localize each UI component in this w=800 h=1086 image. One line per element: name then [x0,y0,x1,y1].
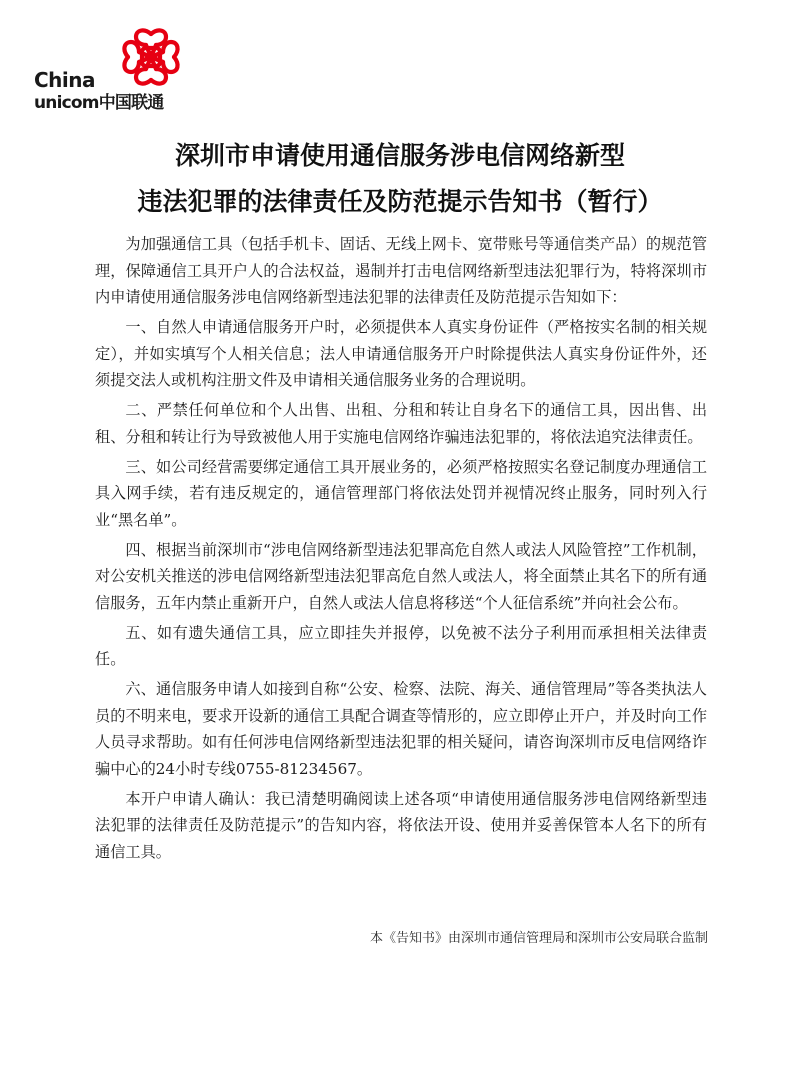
title-line-1: 深圳市申请使用通信服务涉电信网络新型 [174,141,625,170]
logo-wordmark-unicom: unicom中国联通 [34,93,164,113]
paragraph-confirmation: 本开户申请人确认：我已清楚明确阅读上述各项“申请使用通信服务涉电信网络新型违法犯罪的法律责任及防范提示”的告知内容，将依法开设、使用并妥善保管本人名下的所有通信工具。 [95,789,707,861]
paragraph-item-3: 三、如公司经营需要绑定通信工具开展业务的，必须严格按照实名登记制度办理通信工具入网手续，若有违反规定的，通信管理部门将依法处罚并视情况终止服务，同时列入行业“黑名单”。 [95,457,707,529]
china-unicom-knot-icon [120,26,182,88]
china-unicom-logo [30,26,180,116]
logo-wordmark-china: China [34,68,96,92]
paragraph-item-1: 一、自然人申请通信服务开户时，必须提供本人真实身份证件（严格按实名制的相关规定），并如实填写个人相关信息；法人申请通信服务开户时除提供法人真实身份证件外，还须提交法人或机构注册文件及申请相关通信服务业务的合理说明。 [95,318,707,389]
paragraph-item-4: 四、根据当前深圳市“涉电信网络新型违法犯罪高危自然人或法人风险管控”工作机制，对公安机关推送的涉电信网络新型违法犯罪高危自然人或法人，将全面禁止其名下的所有通信服务，五年内禁止重新开户，自然人或法人信息将移送“个人征信系统”并向社会公布。 [95,540,707,612]
supervision-footnote: 本《告知书》由深圳市通信管理局和深圳市公安局联合监制 [369,931,708,946]
document-title [60,133,740,225]
document-body [95,231,707,869]
paragraph-intro: 为加强通信工具（包括手机卡、固话、无线上网卡、宽带账号等通信类产品）的规范管理，保障通信工具开户人的合法权益，遏制并打击电信网络新型违法犯罪行为，特将深圳市内申请使用通信服务涉电信网络新型违法犯罪的法律责任及防范提示告知如下： [95,235,707,306]
paragraph-item-2: 二、严禁任何单位和个人出售、出租、分租和转让自身名下的通信工具，因出售、出租、分租和转让行为导致被他人用于实施电信网络诈骗违法犯罪的，将依法追究法律责任。 [95,401,707,446]
paragraph-item-5: 五、如有遗失通信工具，应立即挂失并报停，以免被不法分子利用而承担相关法律责任。 [95,623,707,668]
title-line-2: 违法犯罪的法律责任及防范提示告知书（暂行） [137,187,663,216]
paragraph-item-6: 六、通信服务申请人如接到自称“公安、检察、法院、海关、通信管理局”等各类执法人员的不明来电，要求开设新的通信工具配合调查等情形的，应立即停止开户，并及时向工作人员寻求帮助。如有任何涉电信网络新型违法犯罪的相关疑问，请咨询深圳市反电信网络诈骗中心的24小时专线0755-81234567。 [95,680,707,778]
